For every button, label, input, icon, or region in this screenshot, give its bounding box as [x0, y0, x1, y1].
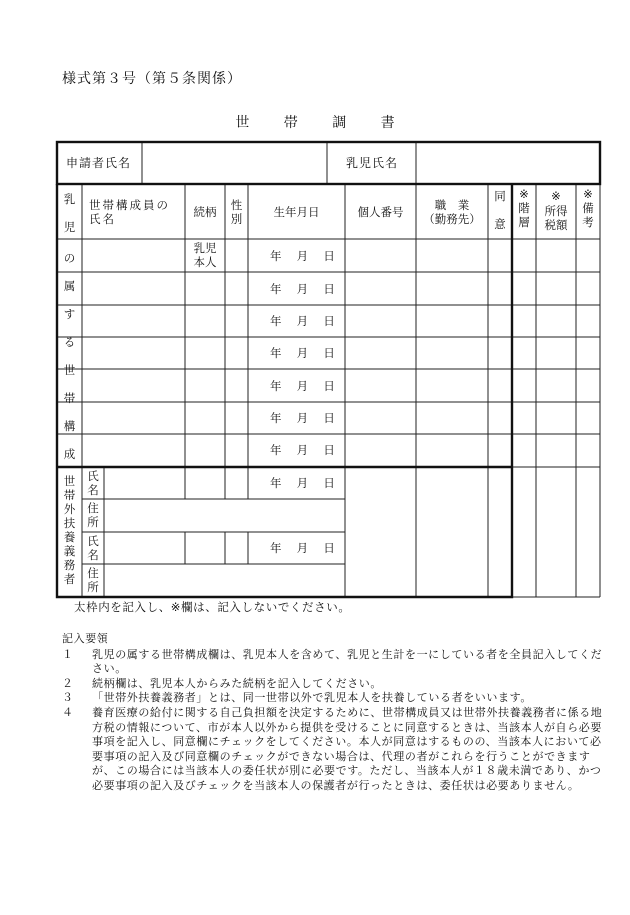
col-sex: 別 [230, 212, 243, 226]
supporter-name-label: 氏 [87, 534, 99, 548]
instruction-number: ３ [62, 691, 74, 705]
side-label-char: す [63, 307, 76, 321]
side-label-char: 構 [63, 419, 76, 433]
birthdate-placeholder: 年 月 日 [270, 379, 335, 393]
side-label-char: 務 [63, 558, 76, 572]
side-label-char: 世 [63, 474, 76, 488]
side-label-char: 帯 [63, 391, 76, 405]
instruction-item [62, 691, 607, 706]
side-label-char: 成 [63, 447, 76, 461]
table-caption: 太枠内を記入し、※欄は、記入しないでください。 [74, 600, 351, 614]
col-remarks: ※ [583, 187, 593, 201]
side-label-char: 者 [63, 572, 76, 586]
birthdate-placeholder: 年 月 日 [270, 443, 335, 457]
infant-name-label: 乳児氏名 [346, 156, 399, 170]
instruction-number: １ [62, 647, 74, 661]
instruction-number: ４ [62, 705, 74, 719]
col-relation: 続柄 [193, 205, 217, 219]
birthdate-placeholder: 年 月 日 [270, 476, 335, 490]
col-remarks: 考 [582, 215, 594, 229]
instruction-item [62, 648, 607, 677]
instruction-text: 乳児の属する世帯構成欄は、乳児本人を含めて、乳児と生計を一にしている者を全員記入してください。 [92, 647, 603, 676]
col-income-tax: ※ [551, 189, 561, 203]
form-number: 様式第３号（第５条関係） [62, 71, 242, 87]
supporter-name-label: 氏 [87, 469, 99, 483]
relation-infant-self: 乳児 [193, 241, 217, 255]
instruction-text: 養育医療の給付に関する自己負担額を決定するために、世帯構成員又は世帯外扶養義務者に係る地方税の情報について、市が本人以外から提供を受けることに同意するときは、当該本人が自ら必要事項を記入し、同意欄にチェックをしてください。本人が同意はするものの、当該本人において必要事項の記入及び同意欄のチェックができない場合は、代理の者がこれらを行うことができますが、この場合には当該本人の委任状が別に必要です。ただし、当該本人が１８歳未満であり、かつ必要事項の記入及びチェックを当該本人の保護者が行ったときは、委任状は必要ありません。 [92, 705, 603, 792]
applicant-name-label: 申請者氏名 [66, 156, 132, 170]
birthdate-placeholder: 年 月 日 [270, 346, 335, 360]
instruction-text: 「世帯外扶養義務者」とは、同一世帯以外で乳児本人を扶養している者をいいます。 [92, 691, 532, 705]
col-income-tax: 税額 [544, 218, 568, 232]
col-income-tax: 所得 [544, 204, 568, 218]
supporter-address-label: 住 [87, 501, 99, 515]
side-label-char: 世 [63, 363, 76, 377]
instructions [62, 632, 607, 794]
side-label-char: る [63, 335, 76, 349]
title-char: 調 [332, 115, 347, 131]
birthdate-placeholder: 年 月 日 [270, 249, 335, 263]
supporter-name-label: 名 [87, 548, 99, 562]
title-char: 帯 [283, 115, 298, 131]
col-member-name: 氏名 [89, 212, 116, 226]
col-remarks: 備 [582, 201, 594, 215]
col-sex: 性 [230, 198, 243, 212]
col-occupation: （勤務先） [423, 212, 481, 226]
supporter-address-label: 所 [87, 580, 99, 594]
title-char: 書 [380, 115, 395, 131]
supporter-address-label: 住 [87, 566, 99, 580]
side-label-char: 帯 [63, 488, 76, 502]
instruction-item [62, 677, 607, 692]
instructions-heading: 記入要領 [62, 632, 109, 645]
supporter-name-label: 名 [87, 483, 99, 497]
side-label-char: 養 [63, 530, 76, 544]
birthdate-placeholder: 年 月 日 [270, 541, 335, 555]
instruction-number: ２ [62, 676, 74, 690]
relation-infant-self: 本人 [193, 255, 217, 269]
birthdate-placeholder: 年 月 日 [270, 314, 335, 328]
birthdate-placeholder: 年 月 日 [270, 411, 335, 425]
side-label-char: 外 [63, 502, 76, 516]
title-char: 世 [235, 115, 250, 131]
col-member-name: 世帯構成員の [89, 198, 170, 212]
col-birthdate: 生年月日 [273, 205, 320, 219]
instruction-item [62, 706, 607, 794]
col-consent: 意 [494, 217, 506, 231]
col-consent: 同 [494, 189, 506, 203]
side-label-char: 児 [63, 220, 76, 234]
col-occupation: 職 業 [434, 198, 470, 212]
side-label-char: 扶 [63, 516, 76, 530]
birthdate-placeholder: 年 月 日 [270, 282, 335, 296]
side-label-char: の [63, 251, 76, 265]
col-tier: 層 [518, 215, 530, 229]
side-label-char: 義 [63, 544, 76, 558]
side-label-char: 乳 [63, 192, 76, 206]
col-tier: ※ [519, 187, 529, 201]
side-label-char: 属 [63, 279, 76, 293]
col-tier: 階 [518, 201, 530, 215]
col-my-number: 個人番号 [357, 205, 404, 219]
instruction-text: 続柄欄は、乳児本人からみた続柄を記入してください。 [92, 676, 382, 690]
supporter-address-label: 所 [87, 515, 99, 529]
